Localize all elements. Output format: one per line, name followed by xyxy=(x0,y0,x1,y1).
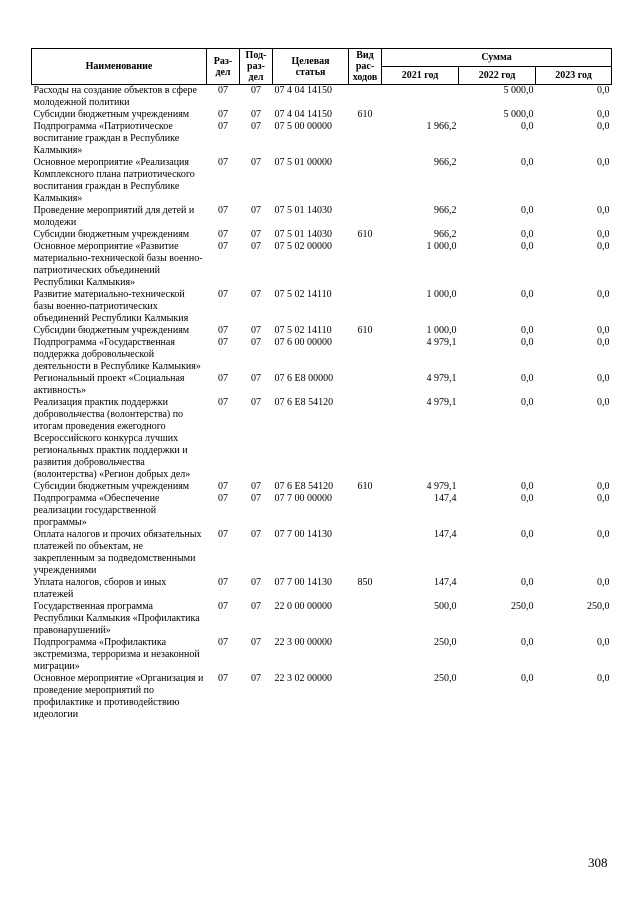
cell-2022: 0,0 xyxy=(521,157,534,168)
table-row xyxy=(32,337,612,373)
cell-target: 07 6 00 00000 xyxy=(274,337,332,348)
cell-razdel: 07 xyxy=(218,109,228,120)
cell-vid xyxy=(349,673,382,721)
cell-2021: 1 000,0 xyxy=(426,241,457,252)
cell-razdel: 07 xyxy=(218,481,228,492)
table-row xyxy=(32,637,612,673)
table-row xyxy=(32,481,612,493)
cell-razdel: 07 xyxy=(218,637,228,648)
cell-podrazdel: 07 xyxy=(251,289,261,300)
cell-podrazdel: 07 xyxy=(251,121,261,132)
cell-2022: 0,0 xyxy=(521,673,534,684)
cell-target: 07 7 00 14130 xyxy=(274,577,332,588)
cell-2023: 0,0 xyxy=(597,493,610,504)
cell-target: 07 5 02 14110 xyxy=(274,289,332,300)
table-row xyxy=(32,121,612,157)
cell-name: Субсидии бюджетным учреждениям xyxy=(33,109,190,120)
cell-target: 07 7 00 14130 xyxy=(274,529,332,540)
col-header-2022: 2022 год xyxy=(459,67,536,85)
cell-razdel: 07 xyxy=(218,241,228,252)
cell-2022: 5 000,0 xyxy=(503,85,534,96)
cell-target: 07 5 02 14110 xyxy=(274,325,332,336)
cell-vid xyxy=(349,529,382,577)
cell-podrazdel: 07 xyxy=(251,157,261,168)
cell-podrazdel: 07 xyxy=(251,337,261,348)
cell-2022: 0,0 xyxy=(521,289,534,300)
cell-2023: 0,0 xyxy=(597,673,610,684)
cell-vid xyxy=(349,337,382,373)
cell-name: Основное мероприятие «Реализация Комплексного плана патриотического воспитания граждан в Республике Калмыкия» xyxy=(33,157,195,204)
cell-2021 xyxy=(382,85,459,110)
cell-vid: 610 xyxy=(357,325,373,336)
cell-podrazdel: 07 xyxy=(251,493,261,504)
cell-target: 07 5 01 00000 xyxy=(274,157,332,168)
cell-target: 07 4 04 14150 xyxy=(274,85,332,96)
cell-2022: 0,0 xyxy=(521,229,534,240)
table-row xyxy=(32,373,612,397)
cell-razdel: 07 xyxy=(218,121,228,132)
cell-2023: 0,0 xyxy=(597,157,610,168)
table-row xyxy=(32,289,612,325)
cell-2022: 0,0 xyxy=(521,577,534,588)
cell-podrazdel: 07 xyxy=(251,205,261,216)
cell-name: Основное мероприятие «Развитие материально-технической базы военно-патриотических объединений Республики Калмыкия» xyxy=(33,241,203,288)
cell-2021: 4 979,1 xyxy=(426,397,457,408)
cell-vid xyxy=(349,121,382,157)
budget-table xyxy=(31,48,612,721)
cell-2023: 0,0 xyxy=(597,337,610,348)
cell-podrazdel: 07 xyxy=(251,229,261,240)
cell-name: Субсидии бюджетным учреждениям xyxy=(33,325,190,336)
col-header-2021: 2021 год xyxy=(382,67,459,85)
cell-podrazdel: 07 xyxy=(251,373,261,384)
cell-podrazdel: 07 xyxy=(251,577,261,588)
table-row xyxy=(32,397,612,481)
table-row xyxy=(32,229,612,241)
cell-target: 22 3 00 00000 xyxy=(274,637,332,648)
cell-name: Региональный проект «Социальная активность» xyxy=(33,373,185,396)
cell-name: Уплата налогов, сборов и иных платежей xyxy=(33,577,167,600)
cell-razdel: 07 xyxy=(218,577,228,588)
cell-2023: 0,0 xyxy=(597,397,610,408)
cell-2022: 0,0 xyxy=(521,241,534,252)
cell-2022: 0,0 xyxy=(521,397,534,408)
cell-vid xyxy=(349,241,382,289)
cell-2022: 0,0 xyxy=(521,481,534,492)
cell-2022: 0,0 xyxy=(521,529,534,540)
cell-vid: 850 xyxy=(357,577,373,588)
cell-vid xyxy=(349,157,382,205)
cell-name: Проведение мероприятий для детей и молодежи xyxy=(33,205,195,228)
cell-2023: 0,0 xyxy=(597,205,610,216)
cell-2021: 500,0 xyxy=(434,601,457,612)
cell-razdel: 07 xyxy=(218,493,228,504)
cell-razdel: 07 xyxy=(218,85,228,96)
cell-2021: 147,4 xyxy=(434,577,457,588)
cell-name: Подпрограмма «Профилактика экстремизма, терроризма и незаконной миграции» xyxy=(33,637,200,672)
cell-vid xyxy=(349,601,382,637)
cell-razdel: 07 xyxy=(218,289,228,300)
cell-2022: 0,0 xyxy=(521,637,534,648)
cell-podrazdel: 07 xyxy=(251,601,261,612)
table-row xyxy=(32,241,612,289)
cell-target: 07 6 E8 00000 xyxy=(274,373,334,384)
cell-podrazdel: 07 xyxy=(251,325,261,336)
table-row xyxy=(32,205,612,229)
col-header-podrazdel: Под- раз- дел xyxy=(240,49,273,85)
table-row xyxy=(32,493,612,529)
cell-target: 22 3 02 00000 xyxy=(274,673,332,684)
cell-razdel: 07 xyxy=(218,601,228,612)
cell-2021 xyxy=(382,109,459,121)
cell-target: 07 5 02 00000 xyxy=(274,241,332,252)
cell-2022: 0,0 xyxy=(521,373,534,384)
cell-podrazdel: 07 xyxy=(251,481,261,492)
cell-vid xyxy=(349,397,382,481)
cell-2021: 4 979,1 xyxy=(426,337,457,348)
cell-2023: 0,0 xyxy=(597,241,610,252)
col-header-razdel: Раз- дел xyxy=(207,49,240,85)
table-row xyxy=(32,601,612,637)
cell-2021: 1 966,2 xyxy=(426,121,457,132)
cell-name: Основное мероприятие «Организация и проведение мероприятий по профилактике и противодействию идеологии xyxy=(33,673,204,720)
cell-vid xyxy=(349,637,382,673)
cell-podrazdel: 07 xyxy=(251,397,261,408)
cell-podrazdel: 07 xyxy=(251,637,261,648)
cell-2021: 1 000,0 xyxy=(426,325,457,336)
cell-2022: 0,0 xyxy=(521,493,534,504)
cell-name: Подпрограмма «Патриотическое воспитание граждан в Республике Калмыкия» xyxy=(33,121,180,156)
cell-podrazdel: 07 xyxy=(251,673,261,684)
cell-2023: 0,0 xyxy=(597,85,610,96)
cell-2021: 966,2 xyxy=(434,205,457,216)
cell-name: Субсидии бюджетным учреждениям xyxy=(33,229,190,240)
col-header-sum: Сумма xyxy=(382,49,612,67)
table-body xyxy=(32,85,612,722)
table-row xyxy=(32,673,612,721)
cell-vid: 610 xyxy=(357,229,373,240)
cell-name: Государственная программа Республики Калмыкия «Профилактика правонарушений» xyxy=(33,601,200,636)
cell-name: Расходы на создание объектов в сфере молодежной политики xyxy=(33,85,197,108)
cell-2021: 1 000,0 xyxy=(426,289,457,300)
cell-2021: 4 979,1 xyxy=(426,373,457,384)
cell-razdel: 07 xyxy=(218,529,228,540)
cell-2021: 250,0 xyxy=(434,673,457,684)
cell-razdel: 07 xyxy=(218,673,228,684)
cell-2021: 966,2 xyxy=(434,229,457,240)
table-row xyxy=(32,577,612,601)
cell-name: Оплата налогов и прочих обязательных платежей по объектам, не закрепленным за подведомственными учреждениями xyxy=(33,529,202,576)
cell-vid: 610 xyxy=(357,109,373,120)
cell-2022: 5 000,0 xyxy=(503,109,534,120)
cell-target: 22 0 00 00000 xyxy=(274,601,332,612)
table-row xyxy=(32,157,612,205)
cell-target: 07 5 01 14030 xyxy=(274,205,332,216)
cell-razdel: 07 xyxy=(218,157,228,168)
cell-name: Субсидии бюджетным учреждениям xyxy=(33,481,190,492)
cell-2022: 0,0 xyxy=(521,325,534,336)
cell-2023: 0,0 xyxy=(597,637,610,648)
cell-name: Подпрограмма «Государственная поддержка добровольческой деятельности в Республике Калмыкия» xyxy=(33,337,201,372)
cell-vid xyxy=(349,85,382,110)
cell-target: 07 7 00 00000 xyxy=(274,493,332,504)
cell-target: 07 6 E8 54120 xyxy=(274,397,334,408)
cell-2023: 250,0 xyxy=(587,601,610,612)
table-row xyxy=(32,529,612,577)
cell-2023: 0,0 xyxy=(597,289,610,300)
cell-2023: 0,0 xyxy=(597,325,610,336)
cell-podrazdel: 07 xyxy=(251,241,261,252)
col-header-2023: 2023 год xyxy=(536,67,612,85)
cell-name: Подпрограмма «Обеспечение реализации государственной программы» xyxy=(33,493,160,528)
cell-2023: 0,0 xyxy=(597,481,610,492)
cell-podrazdel: 07 xyxy=(251,529,261,540)
cell-razdel: 07 xyxy=(218,337,228,348)
cell-razdel: 07 xyxy=(218,325,228,336)
table-row xyxy=(32,325,612,337)
cell-2023: 0,0 xyxy=(597,109,610,120)
cell-2022: 0,0 xyxy=(521,205,534,216)
cell-2021: 250,0 xyxy=(434,637,457,648)
cell-name: Развитие материально-технической базы военно-патриотических объединений Республики Калмыкия xyxy=(33,289,189,324)
cell-vid xyxy=(349,373,382,397)
cell-2023: 0,0 xyxy=(597,229,610,240)
cell-podrazdel: 07 xyxy=(251,85,261,96)
col-header-name: Наименование xyxy=(32,49,207,85)
cell-name: Реализация практик поддержки добровольчества (волонтерства) по итогам проведения ежегодного Всероссийского конкурса лучших региональных практик поддержки и развития добровольчества (волонтерства) «Регион добрых дел» xyxy=(33,397,191,480)
cell-2021: 147,4 xyxy=(434,493,457,504)
cell-2021: 4 979,1 xyxy=(426,481,457,492)
cell-vid xyxy=(349,289,382,325)
cell-target: 07 5 01 14030 xyxy=(274,229,332,240)
cell-razdel: 07 xyxy=(218,205,228,216)
col-header-target: Целевая статья xyxy=(273,49,349,85)
table-row xyxy=(32,109,612,121)
cell-vid xyxy=(349,493,382,529)
cell-podrazdel: 07 xyxy=(251,109,261,120)
page-number: 308 xyxy=(588,855,608,870)
table-header xyxy=(32,49,612,85)
col-header-vid: Вид рас- ходов xyxy=(349,49,382,85)
cell-target: 07 4 04 14150 xyxy=(274,109,332,120)
cell-vid xyxy=(349,205,382,229)
cell-2022: 250,0 xyxy=(511,601,534,612)
cell-razdel: 07 xyxy=(218,229,228,240)
table-row xyxy=(32,85,612,110)
cell-2023: 0,0 xyxy=(597,373,610,384)
cell-2023: 0,0 xyxy=(597,529,610,540)
cell-2023: 0,0 xyxy=(597,121,610,132)
cell-2021: 147,4 xyxy=(434,529,457,540)
cell-2022: 0,0 xyxy=(521,121,534,132)
cell-2023: 0,0 xyxy=(597,577,610,588)
cell-2022: 0,0 xyxy=(521,337,534,348)
cell-razdel: 07 xyxy=(218,373,228,384)
cell-target: 07 5 00 00000 xyxy=(274,121,332,132)
cell-vid: 610 xyxy=(357,481,373,492)
cell-target: 07 6 E8 54120 xyxy=(274,481,334,492)
cell-2021: 966,2 xyxy=(434,157,457,168)
cell-razdel: 07 xyxy=(218,397,228,408)
